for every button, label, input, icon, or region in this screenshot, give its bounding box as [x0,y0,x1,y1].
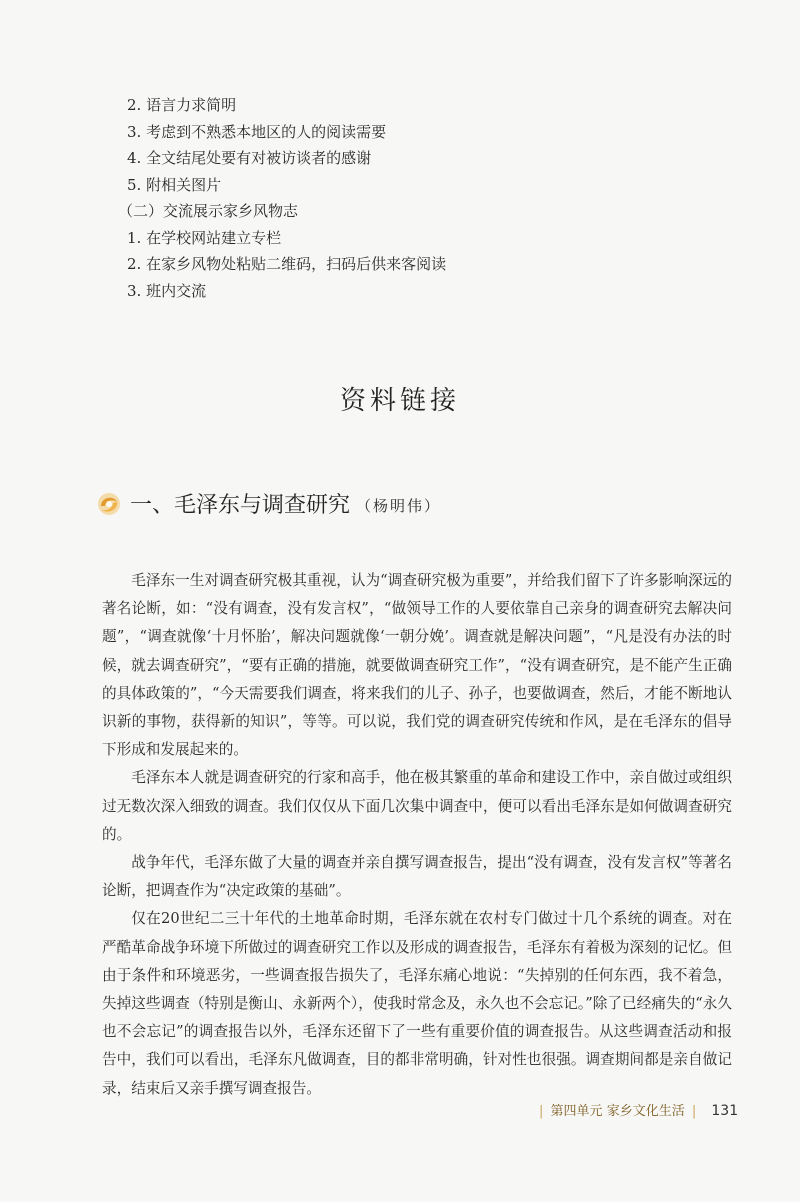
paragraph: 仅在20世纪二三十年代的土地革命时期，毛泽东就在农村专门做过十几个系统的调查。对在严酷革命战争环境下所做过的调查研究工作以及形成的调查报告，毛泽东有着极为深刻的记忆。但由于条件和环境恶劣，一些调查报告损失了，毛泽东痛心地说：“失掉别的任何东西，我不着急，失掉这些调查（特别是衡山、永新两个），使我时常念及，永久也不会忘记。”除了已经痛失的“永久也不会忘记”的调查报告以外，毛泽东还留下了一些有重要价值的调查报告。从这些调查活动和报告中，我们可以看出，毛泽东凡做调查，目的都非常明确，针对性也很强。调查期间都是亲自做记录，结束后又亲手撰写调查报告。 [102,910,732,1097]
list-item: 3. 班内交流 [127,281,207,300]
paragraph: 毛泽东本人就是调查研究的行家和高手，他在极其繁重的革命和建设工作中，亲自做过或组织过无数次深入细致的调查。我们仅仅从下面几次集中调查中，便可以看出毛泽东是如何做调查研究的。 [102,769,732,843]
section-title: 资料链接 [339,386,460,416]
list-item: 2. 在家乡风物处粘贴二维码，扫码后供来客阅读 [127,255,447,273]
divider: | [691,1104,697,1119]
paragraph: 毛泽东一生对调查研究极其重视，认为“调查研究极为重要”，并给我们留下了许多影响深远的著名论断，如：“没有调查，没有发言权”，“做领导工作的人要依靠自己亲身的调查研究去解决问题”，“调查就像‘十月怀胎’，解决问题就像‘一朝分娩’。调查就是解决问题”，“凡是没有办法的时候，就去调查研究”，“要有正确的措施，就要做调查研究工作”，“没有调查研究，是不能产生正确的具体政策的”，“今天需要我们调查，将来我们的儿子、孙子，也要做调查，然后，才能不断地认识新的事物，获得新的知识”，等等。可以说，我们党的调查研究传统和作风，是在毛泽东的倡导下形成和发展起来的。 [102,572,732,759]
footer-unit: 第四单元 [550,1104,603,1119]
heading-title: 一、毛泽东与调查研究 [130,493,351,518]
page-footer [536,1100,738,1119]
article-body [102,567,732,1103]
footer-topic: 家乡文化生活 [606,1104,685,1119]
instruction-list [118,92,447,304]
list-item: 4. 全文结尾处要有对被访谈者的感谢 [127,149,372,167]
divider: | [539,1104,544,1119]
list-item: 1. 在学校网站建立专栏 [127,228,282,247]
paragraph: 战争年代，毛泽东做了大量的调查并亲自撰写调查报告，提出“没有调查，没有发言权”等著名论断，把调查作为“决定政策的基础”。 [102,854,732,900]
article-heading [96,488,441,519]
list-item: 2. 语言力求简明 [127,96,237,114]
swirl-icon [96,491,122,517]
page-number: 131 [711,1103,739,1119]
list-subheading: （二）交流展示家乡风物志 [118,202,299,220]
list-item: 5. 附相关图片 [127,175,222,194]
heading-author: （杨明伟） [356,497,442,515]
list-item: 3. 考虑到不熟悉本地区的人的阅读需要 [127,122,387,141]
